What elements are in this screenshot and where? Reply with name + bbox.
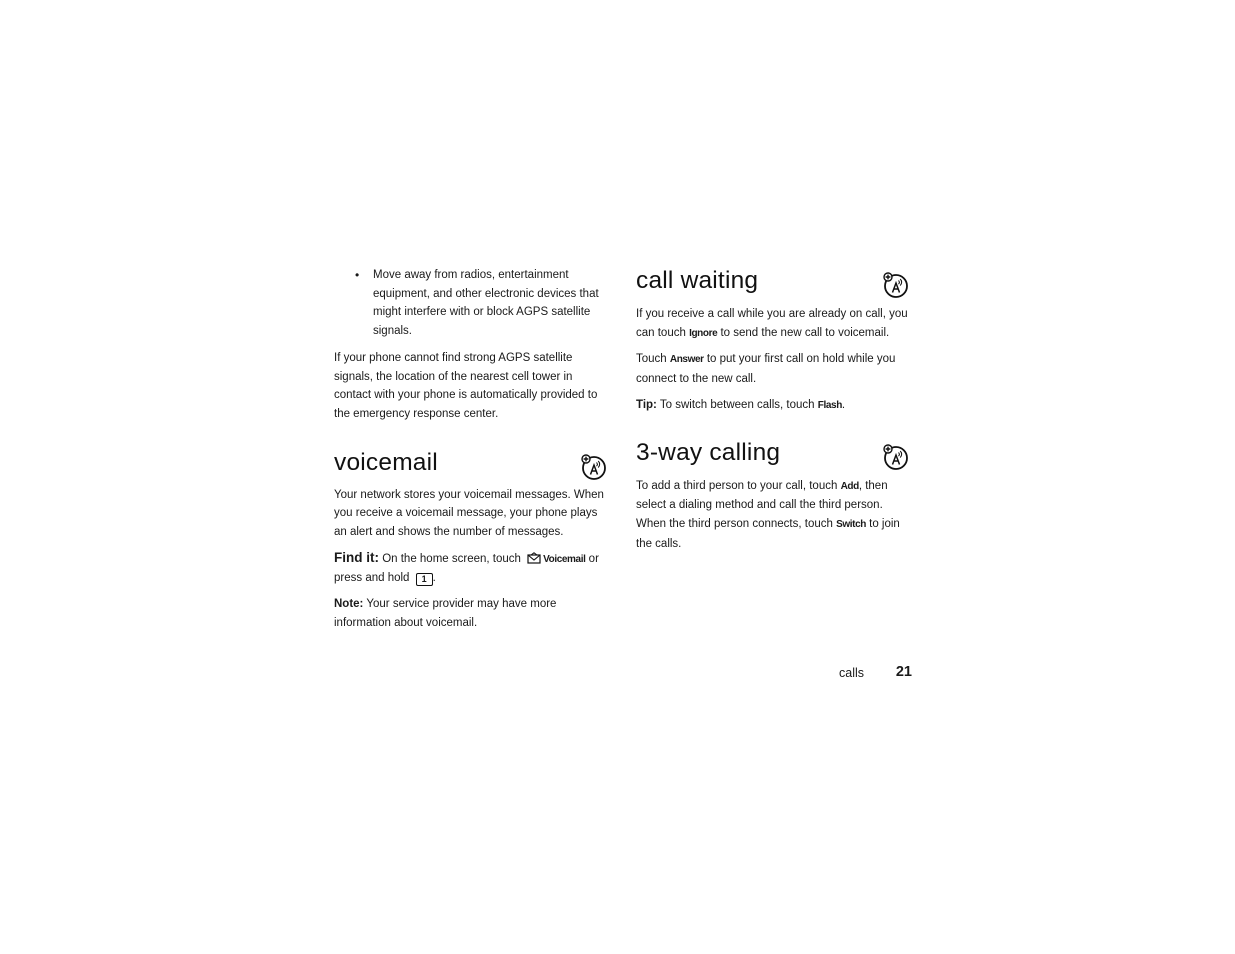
bullet-text: Move away from radios, entertainment equipment, and other electronic devices that might interfere with or block AGPS satellite signals. (373, 269, 599, 338)
call-waiting-p1 (636, 305, 911, 343)
text-span: to send the new call to voicemail. (720, 326, 890, 339)
note-label: Note: (334, 598, 364, 611)
bullet-item (334, 266, 609, 341)
three-way-heading-row (636, 438, 911, 468)
tip-label: Tip: (636, 398, 657, 411)
call-waiting-p2 (636, 350, 911, 388)
voicemail-heading-row (334, 448, 609, 478)
left-column (334, 266, 609, 640)
text-span: To add a third person to your call, touch (636, 479, 838, 492)
text-span: If you receive a call while you are already on call, you can touch (636, 308, 908, 339)
voicemail-note (334, 595, 609, 632)
voicemail-body: Your network stores your voicemail messages. When you receive a voicemail message, your phone plays an alert and shows the number of messages. (334, 488, 604, 539)
call-waiting-title: call waiting (636, 267, 759, 294)
voicemail-title: voicemail (334, 448, 438, 476)
network-feature-icon (883, 272, 909, 298)
ignore-key: Ignore (689, 327, 718, 339)
page-footer (836, 664, 912, 686)
find-it-end: . (432, 572, 436, 585)
page-number: 21 (895, 664, 912, 680)
text-span: To switch between calls, touch (659, 398, 815, 411)
answer-key: Answer (669, 354, 704, 366)
add-key: Add (840, 480, 859, 492)
switch-key: Switch (836, 518, 866, 530)
call-waiting-tip (636, 396, 911, 416)
network-feature-icon (581, 454, 607, 480)
bullet-dot: • (355, 268, 360, 282)
three-way-title: 3-way calling (636, 438, 781, 466)
find-it-label: Find it: (334, 549, 379, 565)
voicemail-find-it (334, 549, 609, 588)
text-span: to put your first call on hold while you connect to the new call. (636, 353, 896, 386)
flash-key: Flash (817, 399, 842, 411)
right-column (636, 266, 911, 560)
text-span: to join the calls. (636, 517, 900, 550)
agps-paragraph: If your phone cannot find strong AGPS satellite signals, the location of the nearest cell tower in contact with your phone is automatically provided to the emergency response center. (334, 351, 598, 420)
voicemail-key: Voicemail (543, 553, 586, 565)
envelope-icon (527, 552, 541, 564)
text-span: , then select a dialing method and call the third person. When the third person connects, touch (636, 479, 888, 530)
text-span: . (841, 398, 846, 411)
network-feature-icon (883, 444, 909, 470)
call-waiting-heading-row (636, 266, 911, 296)
footer-section-name: calls (839, 666, 865, 680)
note-text: Your service provider may have more information about voicemail. (334, 598, 557, 629)
three-way-body (636, 477, 911, 554)
one-key-icon: 1 (416, 573, 433, 586)
find-it-text-2: or press and hold (334, 552, 599, 585)
find-it-text: On the home screen, touch (382, 552, 521, 565)
text-span: Touch (636, 353, 667, 366)
